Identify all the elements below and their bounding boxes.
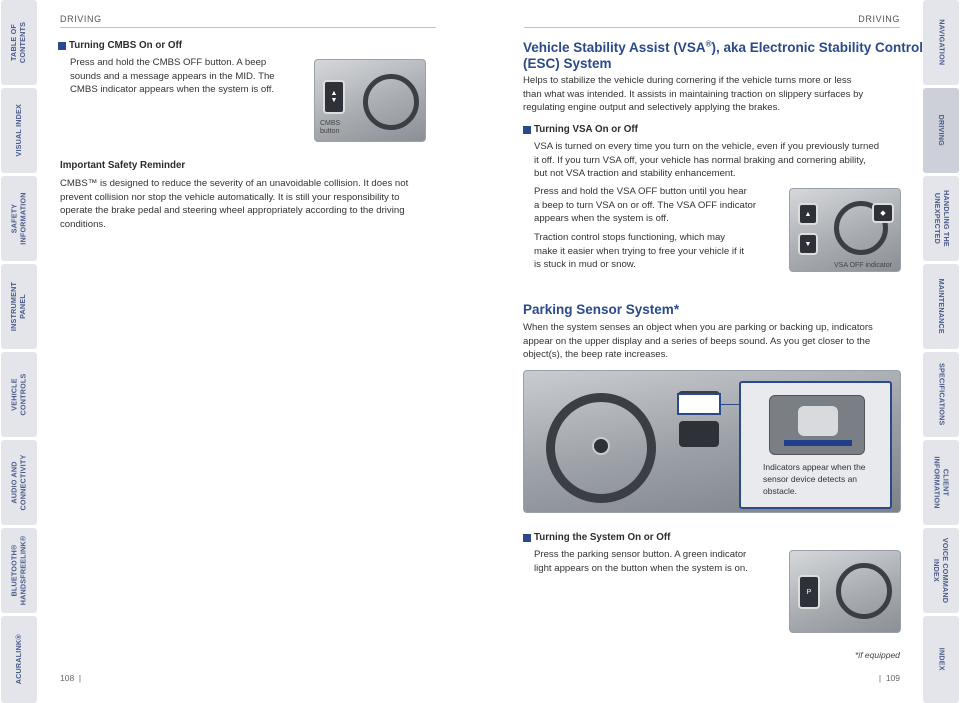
vsa-body-line: a beep to turn VSA on or off. The VSA OFF indicator (534, 199, 757, 211)
left-header-rule (60, 27, 436, 28)
tab-specifications[interactable] (923, 352, 959, 437)
acura-logo-icon (592, 437, 610, 455)
center-display-graphic (679, 421, 719, 447)
tab-label: VOICE COMMAND INDEX (933, 537, 951, 604)
tab-label: VEHICLE CONTROLS (9, 373, 27, 416)
tab-maintenance[interactable] (923, 264, 959, 349)
parking-body-line: object(s), the beep rate increases. (523, 349, 669, 360)
cmbs-button-label: CMBS button (320, 120, 341, 135)
safety-body-line: conditions. (60, 218, 106, 230)
callout-box (739, 381, 892, 509)
cmbs-body-line: sounds and a message appears in the MID. The (70, 70, 275, 82)
safety-body-line: CMBS™ is designed to reduce the severity of an unavoidable collision. It does not (60, 178, 409, 189)
vsa-off-button-icon: ▼ (798, 233, 818, 255)
vsa-body-line: VSA is turned on every time you turn on the vehicle, even if you previously turned (534, 141, 880, 152)
vsa-body-line: it off. If you turn VSA off, your vehicle has normal braking and cornering ability, (534, 154, 866, 166)
vsa-button-icon: ▲ (798, 203, 818, 225)
tab-label: ACURALINK® (13, 634, 23, 685)
tab-label: MAINTENANCE (937, 278, 947, 335)
callout-connector (721, 404, 739, 405)
callout-text: Indicators appear when the sensor device detects an obstacle. (763, 462, 866, 496)
right-page-header: DRIVING (858, 14, 900, 24)
left-tab-strip (0, 0, 38, 703)
tab-label: TABLE OF CONTENTS (9, 21, 28, 64)
cmbs-body-line: CMBS indicator appears when the system is off. (70, 84, 275, 95)
tab-label: BLUETOOTH® HANDSFREELINK® (9, 535, 27, 606)
tab-instrument-panel[interactable] (1, 264, 37, 349)
upper-display-highlight (677, 393, 721, 415)
sensor-display-graphic (769, 395, 865, 455)
tab-navigation[interactable] (923, 0, 959, 85)
right-header-rule (524, 27, 900, 28)
safety-heading: Important Safety Reminder (60, 160, 186, 171)
vsa-body-line: appears when the system is off. (534, 213, 669, 224)
vsa-indicator-illustration (789, 188, 901, 272)
system-heading: Turning the System On or Off (523, 532, 670, 543)
tab-client-information[interactable] (923, 440, 959, 525)
car-rear-icon (798, 406, 838, 436)
vsa-indicator-label: VSA OFF indicator (834, 262, 892, 269)
steering-wheel-graphic (363, 74, 419, 130)
square-bullet-icon (58, 42, 66, 50)
vsa-body-line: is stuck in mud or snow. (534, 259, 636, 270)
square-bullet-icon (523, 126, 531, 134)
right-tab-strip (922, 0, 960, 703)
parking-sensor-button-icon: P (798, 575, 820, 609)
tab-handling-the-unexpected[interactable] (923, 176, 959, 261)
vsa-body-line: but not VSA traction and stability enhancement. (534, 168, 736, 179)
vsa-intro-line: regulating engine output and selectively applying the brakes. (523, 102, 781, 113)
tab-voice-command-index[interactable] (923, 528, 959, 613)
cmbs-button-illustration (314, 59, 426, 142)
cmbs-heading: Turning CMBS On or Off (58, 40, 182, 51)
parking-sensor-dashboard-illustration (523, 370, 901, 513)
tab-label: DRIVING (937, 114, 947, 147)
tab-label: CLIENT INFORMATION (933, 456, 951, 509)
system-body-line: light appears on the button when the system is on. (534, 562, 748, 574)
safety-body-line: prevent collision nor stop the vehicle automatically. It is still your responsibility to (60, 191, 400, 203)
tab-label: HANDLING THE UNEXPECTED (933, 190, 951, 247)
right-page-number: | 109 (878, 673, 900, 683)
tab-vehicle-controls[interactable] (1, 352, 37, 437)
steering-wheel-graphic (836, 563, 892, 619)
parking-body-line: appear on the upper display and a series of beeps sound. As you get closer to the (523, 335, 871, 347)
tab-label: NAVIGATION (937, 19, 947, 66)
sensor-indicator-bar (784, 440, 852, 446)
tab-driving[interactable] (923, 88, 959, 173)
cmbs-button-icon: ▲ ▼ (323, 80, 345, 114)
vsa-heading: Turning VSA On or Off (523, 124, 638, 135)
tab-bluetooth-handsfreelink[interactable] (1, 528, 37, 613)
parking-title: Parking Sensor System* (523, 302, 680, 317)
vsa-off-indicator-icon: ◆ (872, 203, 894, 223)
parking-sensor-button-illustration (789, 550, 901, 633)
system-body-line: Press the parking sensor button. A green indicator (534, 549, 747, 560)
tab-label: SPECIFICATIONS (937, 363, 947, 426)
cmbs-body-line: Press and hold the CMBS OFF button. A beep (70, 57, 267, 68)
left-page-number: 108 | (60, 673, 82, 683)
tab-label: INDEX (937, 648, 947, 671)
left-page-header: DRIVING (60, 14, 102, 24)
safety-body-line: operate the brake pedal and steering wheel appropriately according to the driving (60, 205, 405, 216)
vsa-title: Vehicle Stability Assist (VSA®), aka Electronic Stability Control (ESC) System (523, 39, 924, 71)
tab-acuralink[interactable] (1, 616, 37, 703)
tab-visual-index[interactable] (1, 88, 37, 173)
vsa-intro-line: than what was intended. It assists in maintaining traction on slippery surfaces by (523, 88, 864, 100)
tab-index[interactable] (923, 616, 959, 703)
tab-safety-information[interactable] (1, 176, 37, 261)
square-bullet-icon (523, 534, 531, 542)
tab-label: SAFETY INFORMATION (9, 192, 27, 245)
footnote: *if equipped (855, 650, 900, 660)
tab-label: INSTRUMENT PANEL (9, 281, 27, 332)
tab-table-of-contents[interactable] (1, 0, 37, 85)
vsa-body-line: Press and hold the VSA OFF button until you hear (534, 186, 747, 197)
vsa-intro-line: Helps to stabilize the vehicle during cornering if the vehicle turns more or less (523, 75, 852, 86)
tab-label: VISUAL INDEX (13, 104, 23, 157)
tab-label: AUDIO AND CONNECTIVITY (9, 454, 28, 511)
vsa-body-line: Traction control stops functioning, which may (534, 232, 726, 243)
vsa-body-line: make it easier when trying to free your vehicle if it (534, 245, 745, 257)
parking-body-line: When the system senses an object when you are parking or backing up, indicators (523, 322, 873, 333)
tab-audio-connectivity[interactable] (1, 440, 37, 525)
